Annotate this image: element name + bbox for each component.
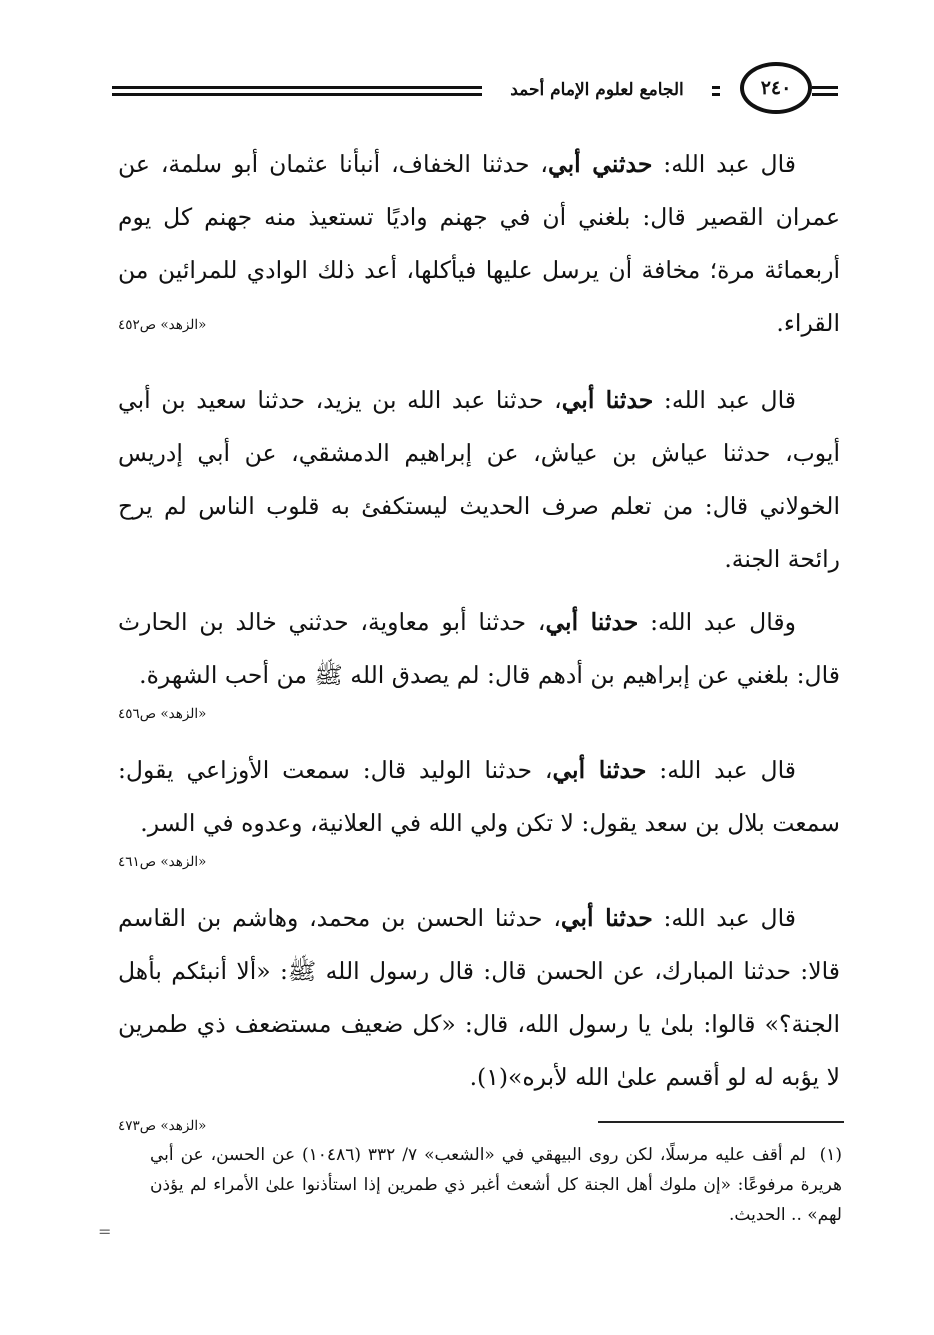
- hadith-paragraph-3: [118, 596, 840, 702]
- paragraph-text: ، حدثنا الوليد قال: سمعت الأوزاعي يقول: سمعت بلال بن سعد يقول: لا تكن ولي الله في العلانية، وعدوه في السر.: [118, 756, 840, 837]
- footnote-separator: [598, 1121, 844, 1123]
- header-rule-bottom-right: [812, 93, 838, 96]
- main-text: [118, 138, 840, 1156]
- source-citation: «الزهد» ص٤٧٣: [118, 1118, 207, 1134]
- hadith-paragraph-2: [118, 374, 840, 586]
- narrator-bold: حدثنا أبي: [560, 904, 653, 932]
- paragraph-intro: قال عبد الله:: [646, 756, 796, 784]
- narrator-bold: حدثنا أبي: [561, 386, 654, 414]
- paragraph-text: ، حدثنا عبد الله بن يزيد، حدثنا سعيد بن أبي أيوب، حدثنا عياش بن عياش، عن إبراهيم الدمشقي، عن أبي إدريس الخولاني قال: من تعلم صرف الحديث ليستكفئ به قلوب الناس لم يرح رائحة الجنة.: [118, 386, 840, 573]
- source-citation: «الزهد» ص٤٥٢: [118, 317, 207, 333]
- margin-mark: =: [98, 1222, 112, 1241]
- narrator-bold: حدثنا أبي: [552, 756, 647, 784]
- narrator-bold: حدثنا أبي: [545, 608, 639, 636]
- paragraph-text: ، حدثنا الخفاف، أنبأنا عثمان أبو سلمة، عن عمران القصير قال: بلغني أن في جهنم واديًا تستعيذ منه جهنم كل يوم أربعمائة مرة؛ مخافة أن يرسل عليها فيأكلها، أعد ذلك الوادي للمرائين من القراء.: [118, 150, 840, 337]
- paragraph-intro: وقال عبد الله:: [638, 608, 796, 636]
- running-title: الجامع لعلوم الإمام أحمد: [482, 77, 712, 103]
- source-citation: «الزهد» ص٤٥٦: [118, 706, 207, 722]
- paragraph-intro: قال عبد الله:: [652, 150, 797, 178]
- paragraph-text: ، حدثنا الحسن بن محمد، وهاشم بن القاسم قالا: حدثنا المبارك، عن الحسن قال: قال رسول الله ﷺ: «ألا أنبئكم بأهل الجنة؟» قالوا: بلىٰ يا رسول الله، قال: «كل ضعيف مستضعف ذي طمرين لا يؤبه له لو أقسم علىٰ الله لأبره»(١).: [118, 904, 840, 1091]
- hadith-paragraph-1: [118, 138, 840, 350]
- hadith-paragraph-5: [118, 892, 840, 1104]
- footnotes: [150, 1140, 842, 1230]
- paragraph-intro: قال عبد الله:: [652, 904, 796, 932]
- source-citation: «الزهد» ص٤٦١: [118, 854, 207, 870]
- hadith-paragraph-4: [118, 744, 840, 850]
- paragraph-text: ، حدثنا أبو معاوية، حدثني خالد بن الحارث قال: بلغني عن إبراهيم بن أدهم قال: لم يصدق الله ﷺ من أحب الشهرة.: [118, 608, 840, 689]
- footnote-text: لم أقف عليه مرسلًا، لكن روى البيهقي في «الشعب» ٧/ ٣٣٢ (١٠٤٨٦) عن الحسن، عن أبي هريرة مرفوعًا: «إن ملوك أهل الجنة كل أشعث أغبر ذي طمرين إذا استأذنوا علىٰ الأمراء لم يؤذن لهم» .. الحديث.: [150, 1145, 842, 1225]
- footnote-number: (١): [819, 1145, 842, 1165]
- page-number: ٢٤٠: [760, 77, 792, 99]
- header-rule-top-right: [812, 86, 838, 89]
- page-number-badge: [740, 62, 812, 114]
- footnote-item: [150, 1140, 842, 1230]
- paragraph-intro: قال عبد الله:: [653, 386, 797, 414]
- narrator-bold: حدثني أبي: [547, 150, 653, 178]
- page-header: [112, 62, 838, 122]
